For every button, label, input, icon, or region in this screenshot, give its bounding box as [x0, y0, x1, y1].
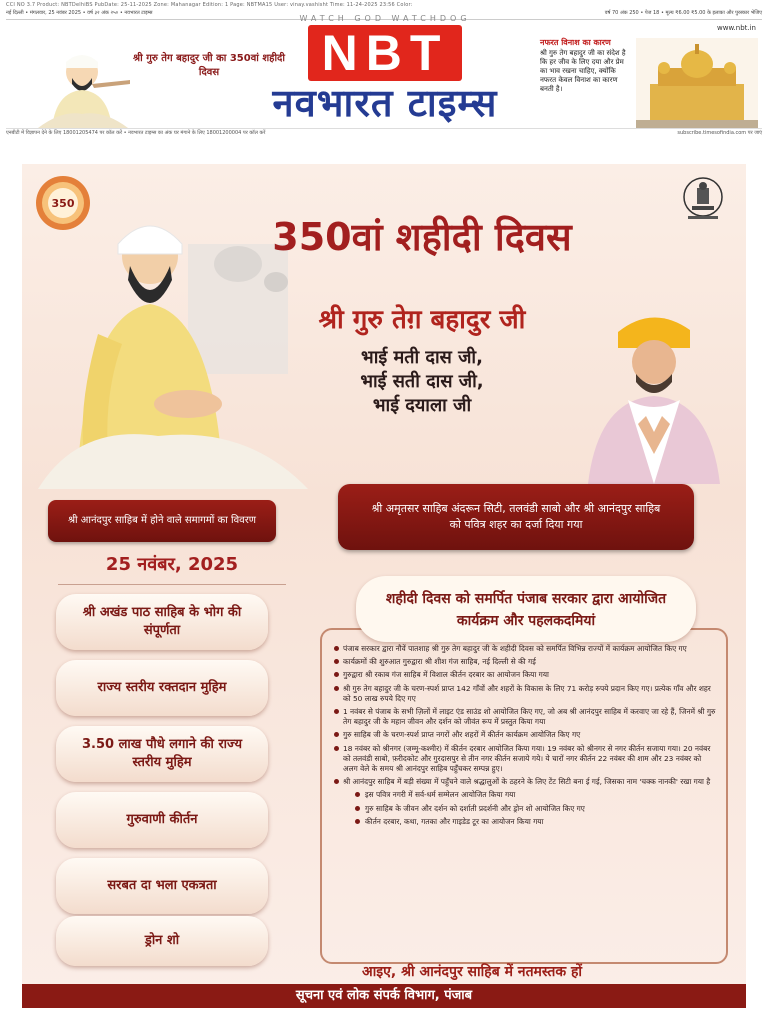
program-item: श्री अखंड पाठ साहिब के भोग की संपूर्णता: [56, 594, 268, 650]
brand-hindi-name: नवभारत टाइम्स: [272, 81, 498, 125]
list-item: पंजाब सरकार द्वारा नौवें पातशाह श्री गुरु तेग बहादुर जी के शहीदी दिवस को समर्पित विभिन्न राज्यों में कार्यक्रम आयोजित किए गए: [334, 644, 716, 654]
martyr-name: भाई दयाला जी: [372, 395, 472, 416]
golden-temple-image: [636, 38, 758, 128]
nbt-logo[interactable]: NBT: [308, 25, 463, 81]
program-item: राज्य स्तरीय रक्तदान मुहिम: [56, 660, 268, 716]
martyr-name: भाई मती दास जी,: [361, 347, 483, 368]
initiatives-list: [334, 644, 716, 827]
event-date: 25 नवंबर, 2025: [105, 554, 239, 575]
subscribe-line[interactable]: subscribe.timesofindia.com पर जाएं: [677, 130, 762, 136]
masthead-bottom-strip: [6, 128, 762, 138]
list-item: [334, 777, 716, 827]
dateline: नई दिल्ली • मंगलवार, 25 नवंबर 2025 • वर्ष ३२ अंक २५० • नवभारत टाइम्स: [6, 10, 153, 16]
masthead: [0, 10, 768, 138]
date-divider: [58, 584, 286, 585]
price-line: वर्ष 70 अंक 250 • पेज 18 • मूल्य ₹6.00 ₹5.00 के इलाका और पुरस्कार भेजिए: [604, 10, 762, 16]
list-item: गुरुद्वारा श्री रकाब गंज साहिब में विशाल कीर्तन दरबार का आयोजन किया गया: [334, 670, 716, 680]
list-item: कार्यक्रमों की शुरुआत गुरुद्वारा श्री शीश गंज साहिब, नई दिल्ली से की गई: [334, 657, 716, 667]
sub-list: [343, 790, 716, 827]
advertisement: [22, 164, 746, 1008]
quote-text: श्री गुरु तेग बहादुर जी का संदेश है कि हर जीव के लिए दया और प्रेम का भाव रखना चाहिए, क्योंकि नफरत केवल विनाश का कारण बनती है।: [540, 49, 626, 93]
holy-city-status-pill: श्री अमृतसर साहिब अंदरून सिटी, तलवंडी साबो और श्री आनंदपुर साहिब को पवित्र शहर का दर्जा दिया गया: [338, 484, 694, 550]
punjab-govt-emblem-icon: [682, 176, 724, 222]
list-item: श्री गुरु तेग बहादुर जी के चरण-स्पर्श प्राप्त 142 गाँवों और शहरों के विकास के लिए 71 करोड़ रुपये प्रदान किए गए। प्रत्येक गाँव और शहर को 50 लाख रुपये दिए गए: [334, 684, 716, 704]
closing-tagline: आइए, श्री आनंदपुर साहिब में नतमस्तक हों: [361, 964, 583, 980]
brand-tagline: WATCH GOD WATCHDOG: [299, 14, 471, 23]
website-link[interactable]: www.nbt.in: [717, 24, 756, 32]
events-heading-pill: श्री आनंदपुर साहिब में होने वाले समागमों का विवरण: [48, 500, 276, 542]
masthead-right-ear: [540, 24, 762, 128]
ad-booking-line: एनबीटी में विज्ञापन देने के लिए 18001205474 पर कॉल करें • नवभारत टाइम्स का अंक घर मंगाने के लिए 18001200004 पर कॉल करें: [6, 130, 266, 136]
program-item: सरबत दा भला एकत्रता: [56, 858, 268, 914]
martyrs-names: [302, 346, 542, 418]
list-item: 18 नवंबर को श्रीनगर (जम्मू-कश्मीर) में कीर्तन दरबार आयोजित किया गया। 19 नवंबर को श्रीनगर से नगर कीर्तन सजाया गया। 20 नवंबर को तलवंडी साबो, फ़रीदकोट और गुरदासपुर से तीन नगर कीर्तन सजाये गये। ये चारों नगर कीर्तन 22 नवंबर की शाम और 23 नवंबर को अलग वेले के समय श्री आनंदपुर साहिब पहुँचकर सम्पन्न हुए।: [334, 744, 716, 775]
sub-list-item: कीर्तन दरबार, कथा, गतका और गाइडेड टूर का आयोजन किया गया: [343, 817, 716, 827]
print-slug: CCI NO 3.7 Product: NBTDelhiBS PubDate: 25-11-2025 Zone: Mahanagar Edition: 1 Page: NBTMA15 User: vinay.vashisht Time: 11-24-2025 23:56 Color:: [6, 2, 413, 8]
martyr-name: भाई सती दास जी,: [360, 371, 484, 392]
list-item: 1 नवंबर से पंजाब के सभी ज़िलों में लाइट एंड साउंड शो आयोजित किए गए, जो अब श्री आनंदपुर साहिब में करवाए जा रहे हैं, जिनमें श्री गुरु तेग बहादुर जी के महान जीवन और दर्शन को जीवंत रूप में प्रस्तुत किया गया: [334, 707, 716, 727]
emblem-number: 350: [51, 197, 75, 210]
list-item: गुरु साहिब जी के चरण-स्पर्श प्राप्त नगरों और शहरों में कीर्तन कार्यक्रम आयोजित किए गए: [334, 730, 716, 740]
initiatives-panel-title: शहीदी दिवस को समर्पित पंजाब सरकार द्वारा आयोजित कार्यक्रम और पहलकदमियां: [356, 576, 696, 642]
guru-name-title: श्री गुरु तेग़ बहादुर जी: [318, 305, 526, 335]
quote-box: [540, 38, 632, 94]
brand-block: [200, 14, 570, 134]
quote-title: नफरत विनाश का कारण: [540, 38, 611, 47]
main-title: 350वां शहीदी दिवस: [272, 215, 572, 259]
sub-list-item: इस पवित्र नगरी में सर्व-धर्म सम्मेलन आयोजित किया गया: [343, 790, 716, 800]
program-item: ड्रोन शो: [56, 916, 268, 966]
masthead-caption: श्री गुरु तेग बहादुर जी का 350वां शहीदी दिवस: [133, 53, 285, 78]
initiatives-panel: [320, 566, 728, 966]
program-item: 3.50 लाख पौधे लगाने की राज्य स्तरीय मुहिम: [56, 726, 268, 782]
department-footer: सूचना एवं लोक संपर्क विभाग, पंजाब: [22, 984, 746, 1008]
initiatives-list-box: [320, 628, 728, 964]
program-item: गुरुवाणी कीर्तन: [56, 792, 268, 848]
list-item-text: श्री आनंदपुर साहिब में बड़ी संख्या में पहुँचने वाले श्रद्धालुओं के ठहरने के लिए टेंट सिटी बना ई गई, जिसका नाम 'चक्क नानकी' रखा गया है: [343, 777, 711, 787]
sub-list-item: गुरु साहिब के जीवन और दर्शन को दर्शाती प्रदर्शनी और ड्रोन शो आयोजित किए गए: [343, 804, 716, 814]
chief-minister-photo: [578, 304, 728, 484]
